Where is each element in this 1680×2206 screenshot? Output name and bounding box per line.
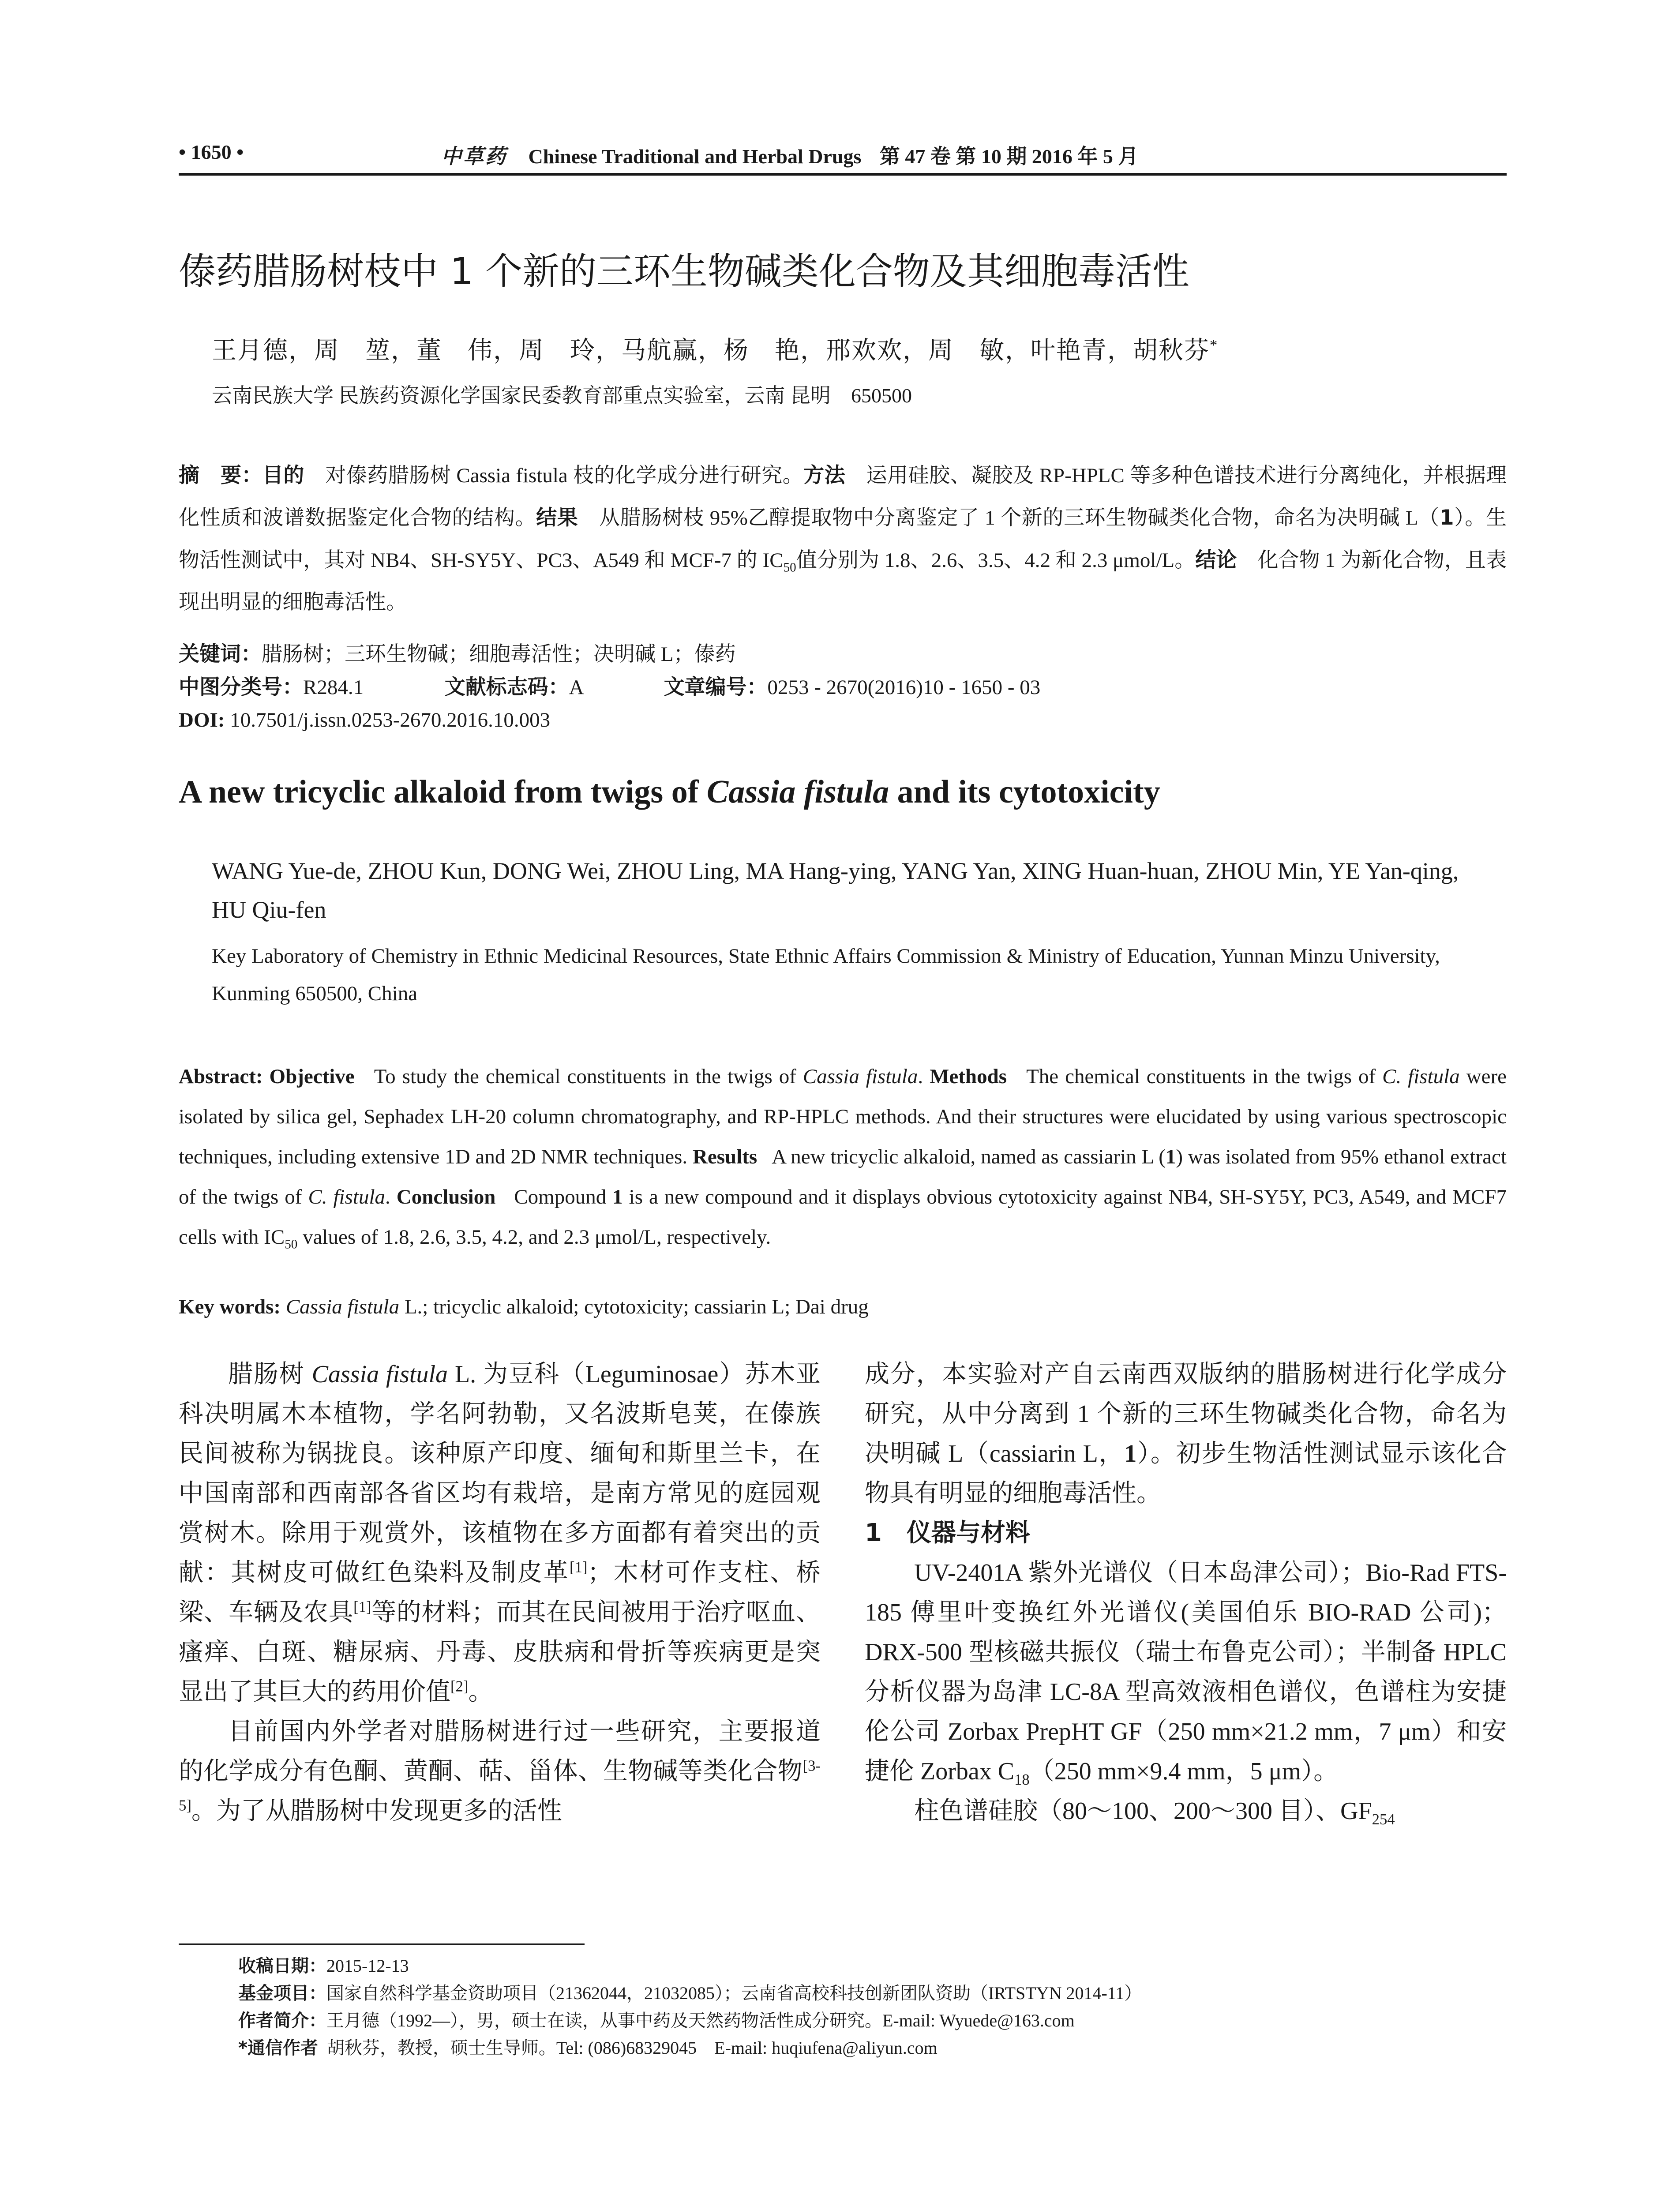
journal-issue: 第 47 卷 第 10 期 2016 年 5 月 bbox=[879, 145, 1139, 168]
p1-text-c: ；木材可作支柱、桥梁、车辆及农具 bbox=[179, 1559, 821, 1626]
en-methods-b: were isolated by silica gel, Sephadex LH-20 column chromatography, and RP-HPLC methods. And their structures were elucidated by using various spectroscopic techniques, including extensive 1D and 2D NMR techniques. bbox=[179, 1065, 1507, 1168]
p2-text-a: 目前国内外学者对腊肠树进行过一些研究，主要报道的化学成分有色酮、黄酮、萜、甾体、生物碱等类化合物 bbox=[179, 1718, 821, 1785]
en-keywords-text: L.; tricyclic alkaloid; cytotoxicity; cassiarin L; Dai drug bbox=[399, 1295, 869, 1318]
body-paragraph-3 bbox=[865, 1354, 1507, 1513]
citation-ref: [1] bbox=[353, 1598, 371, 1616]
en-methods-label: Methods bbox=[930, 1065, 1007, 1088]
body-left-column bbox=[179, 1354, 821, 1831]
cn-results-a: 从腊肠树枝 95%乙醇提取物中分离鉴定了 1 个新的三环生物碱类化合物，命名为决明碱 L（ bbox=[599, 506, 1440, 529]
cn-results-sub: 50 bbox=[783, 560, 796, 575]
cn-author-list: 王月德，周 堃，董 伟，周 玲，马航赢，杨 艳，邢欢欢，周 敏，叶艳青，胡秋芬 bbox=[212, 337, 1210, 364]
section-heading-1: 1 仪器与材料 bbox=[865, 1519, 1030, 1547]
doc-code-label: 文献标志码： bbox=[444, 675, 569, 699]
p5-text-a: 柱色谱硅胶（80～100、200～300 目）、GF bbox=[914, 1797, 1372, 1825]
p4-subscript: 18 bbox=[1014, 1771, 1030, 1789]
citation-ref: [2] bbox=[450, 1677, 469, 1695]
clc-value: R284.1 bbox=[303, 676, 364, 699]
p4-text-a: UV-2401A 紫外光谱仪（日本岛津公司）；Bio-Rad FTS-185 傅里叶变换红外光谱仪(美国伯乐 BIO-RAD 公司)；DRX-500 型核磁共振仪（瑞士布鲁克公司）；半制备 HPLC 分析仪器为岛津 LC-8A 型高效液相色谱仪，色谱柱为安捷伦公司 Zorbax PrepHT GF（250 mm×21.2 mm，7 μm）和安捷伦 Zorbax C bbox=[865, 1559, 1507, 1785]
en-results-species: C. fistula bbox=[308, 1186, 386, 1208]
en-title-species: Cassia fistula bbox=[706, 774, 889, 810]
body-paragraph-4 bbox=[865, 1553, 1507, 1791]
en-objective-species: Cassia fistula bbox=[802, 1065, 918, 1088]
header-rule bbox=[179, 173, 1507, 176]
cn-objective: 对傣药腊肠树 Cassia fistula 枝的化学成分进行研究。 bbox=[325, 464, 804, 487]
cn-methods-label: 方法 bbox=[803, 463, 846, 488]
en-abstract-label: Abstract: Objective bbox=[179, 1065, 355, 1088]
citation-ref: [1] bbox=[570, 1558, 588, 1576]
en-results-a: A new tricyclic alkaloid, named as cassiarin L ( bbox=[772, 1145, 1166, 1168]
en-title-a: A new tricyclic alkaloid from twigs of bbox=[179, 774, 707, 810]
clc-label: 中图分类号： bbox=[179, 675, 303, 699]
cn-keywords-label: 关键词： bbox=[179, 642, 262, 666]
en-results-c: . bbox=[385, 1186, 390, 1208]
p3-text-b: ）。初步生物活性测试显示该化合物具有明显的细胞毒活性。 bbox=[865, 1440, 1507, 1507]
en-title-b: and its cytotoxicity bbox=[889, 774, 1160, 810]
cn-methods: 运用硅胶、凝胶及 RP-HPLC 等多种色谱技术进行分离纯化，并根据理化性质和波谱数据鉴定化合物的结构。 bbox=[179, 464, 1507, 529]
en-affiliation: Key Laboratory of Chemistry in Ethnic Medicinal Resources, State Ethnic Affairs Commission & Ministry of Education, Yunnan Minzu University, Kunming 650500, China bbox=[212, 945, 1440, 1005]
cn-abstract bbox=[179, 454, 1507, 623]
en-results-b: ) was isolated from 95% ethanol extract of the twigs of bbox=[179, 1145, 1507, 1208]
corresponding-mark: * bbox=[1210, 336, 1219, 354]
cn-classification bbox=[179, 671, 1040, 704]
doc-code-value: A bbox=[569, 676, 583, 699]
p1-text-e: 。 bbox=[468, 1678, 493, 1706]
cn-abstract-label: 摘 要： bbox=[179, 463, 262, 488]
en-objective-a: To study the chemical constituents in the twigs of bbox=[374, 1065, 803, 1088]
footnote-received bbox=[238, 1952, 1509, 1980]
p3-text-a: 成分，本实验对产自云南西双版纳的腊肠树进行化学成分研究，从中分离到 1 个新的三环生物碱类化合物，命名为决明碱 L（cassiarin L， bbox=[865, 1361, 1507, 1467]
en-authors: WANG Yue-de, ZHOU Kun, DONG Wei, ZHOU Ling, MA Hang-ying, YANG Yan, XING Huan-huan, ZHOU Min, YE Yan-qing, HU Qiu-fen bbox=[212, 858, 1459, 923]
p1-text-d: 等的材料；而其在民间被用于治疗呕血、瘙痒、白斑、糖尿病、丹毒、皮肤病和骨折等疾病更是突显出了其巨大的药用价值 bbox=[179, 1599, 821, 1706]
en-methods-a: The chemical constituents in the twigs of bbox=[1026, 1065, 1383, 1088]
body-paragraph-5 bbox=[865, 1791, 1507, 1831]
en-keywords bbox=[179, 1291, 1507, 1324]
cn-results-c: 值分别为 1.8、2.6、3.5、4.2 和 2.3 μmol/L。 bbox=[796, 549, 1196, 572]
en-conclusion-b: is a new compound and it displays obvious cytotoxicity against NB4, SH-SY5Y, PC3, A549, and MCF7 cells with IC bbox=[179, 1186, 1507, 1249]
cn-results-b: ）。生物活性测试中，其对 NB4、SH-SY5Y、PC3、A549 和 MCF-7 的 IC bbox=[179, 506, 1507, 572]
journal-name-cn: 中草药 bbox=[441, 145, 507, 168]
running-header bbox=[441, 140, 1138, 169]
footnote-rule bbox=[179, 1943, 585, 1945]
body-paragraph-1 bbox=[179, 1354, 821, 1712]
footnotes bbox=[238, 1952, 1509, 2062]
fund-label: 基金项目： bbox=[238, 1983, 326, 2003]
cn-results-cpd: 1 bbox=[1439, 506, 1454, 530]
en-results-cpd: 1 bbox=[1165, 1145, 1176, 1168]
footnote-fund bbox=[238, 1980, 1509, 2007]
en-keywords-species: Cassia fistula bbox=[285, 1295, 400, 1318]
p5-subscript: 254 bbox=[1372, 1811, 1395, 1828]
corresponding-label: *通信作者 bbox=[238, 2038, 318, 2058]
p1-text-a: 腊肠树 bbox=[228, 1361, 312, 1388]
cn-authors bbox=[212, 333, 1218, 368]
doi-line bbox=[179, 704, 550, 737]
p3-compound: 1 bbox=[1124, 1440, 1137, 1467]
en-results-label: Results bbox=[692, 1145, 758, 1168]
body-right-column bbox=[865, 1354, 1507, 1831]
article-no-value: 0253 - 2670(2016)10 - 1650 - 03 bbox=[767, 676, 1041, 699]
en-title bbox=[179, 770, 1160, 814]
author-bio-text: 王月德（1992—），男，硕士在读，从事中药及天然药物活性成分研究。E-mail: Wyuede@163.com bbox=[326, 2011, 1075, 2030]
page-number: • 1650 • bbox=[179, 141, 244, 163]
footnote-author bbox=[238, 2007, 1509, 2034]
en-conclusion-cpd: 1 bbox=[612, 1186, 623, 1208]
en-abstract bbox=[179, 1057, 1507, 1257]
cn-title: 傣药腊肠树枝中 1 个新的三环生物碱类化合物及其细胞毒活性 bbox=[179, 250, 1189, 293]
body-paragraph-2 bbox=[179, 1712, 821, 1831]
en-conclusion-sub: 50 bbox=[285, 1237, 298, 1252]
cn-keywords bbox=[179, 638, 735, 671]
cn-conclusion: 化合物 1 为新化合物，且表现出明显的细胞毒活性。 bbox=[179, 549, 1507, 614]
received-date: 2015-12-13 bbox=[326, 1956, 409, 1976]
article-no-label: 文章编号： bbox=[664, 675, 768, 699]
corresponding-text: 胡秋芬，教授，硕士生导师。Tel: (086)68329045 E-mail: huqiufena@aliyun.com bbox=[326, 2038, 938, 2058]
footnote-corresponding bbox=[238, 2034, 1509, 2062]
en-conclusion-c: values of 1.8, 2.6, 3.5, 4.2, and 2.3 μmol/L, respectively. bbox=[297, 1226, 771, 1249]
citation-ref: [3-5] bbox=[179, 1757, 821, 1814]
doi-label: DOI: bbox=[179, 709, 225, 732]
en-conclusion-a: Compound bbox=[514, 1186, 613, 1208]
p4-text-b: （250 mm×9.4 mm，5 μm）。 bbox=[1029, 1758, 1339, 1785]
cn-objective-label: 目的 bbox=[262, 463, 304, 488]
fund-text: 国家自然科学基金资助项目（21362044，21032085）；云南省高校科技创新团队资助（IRTSTYN 2014-11） bbox=[326, 1983, 1142, 2003]
cn-results-label: 结果 bbox=[536, 506, 578, 530]
p1-text-b: L. 为豆科（Leguminosae）苏木亚科决明属木本植物，学名阿勃勒，又名波斯皂荚，在傣族民间被称为锅拢良。该种原产印度、缅甸和斯里兰卡，在中国南部和西南部各省区均有栽培，是南方常见的庭园观赏树木。除用于观赏外，该植物在多方面都有着突出的贡献：其树皮可做红色染料及制皮革 bbox=[179, 1361, 821, 1587]
doi-value: 10.7501/j.issn.0253-2670.2016.10.003 bbox=[230, 709, 551, 732]
p1-species: Cassia fistula bbox=[311, 1361, 448, 1388]
en-methods-species: C. fistula bbox=[1382, 1065, 1460, 1088]
journal-name-en: Chinese Traditional and Herbal Drugs bbox=[528, 145, 862, 168]
en-conclusion-label: Conclusion bbox=[396, 1186, 496, 1208]
p2-text-b: 。为了从腊肠树中发现更多的活性 bbox=[191, 1797, 562, 1825]
cn-keywords-text: 腊肠树；三环生物碱；细胞毒活性；决明碱 L；傣药 bbox=[262, 643, 736, 666]
received-label: 收稿日期： bbox=[238, 1956, 326, 1976]
cn-affiliation: 云南民族大学 民族药资源化学国家民委教育部重点实验室，云南 昆明 650500 bbox=[212, 384, 912, 407]
author-bio-label: 作者简介： bbox=[238, 2011, 326, 2031]
cn-conclusion-label: 结论 bbox=[1195, 548, 1237, 572]
en-objective-b: . bbox=[918, 1065, 923, 1088]
en-keywords-label: Key words: bbox=[179, 1295, 281, 1318]
